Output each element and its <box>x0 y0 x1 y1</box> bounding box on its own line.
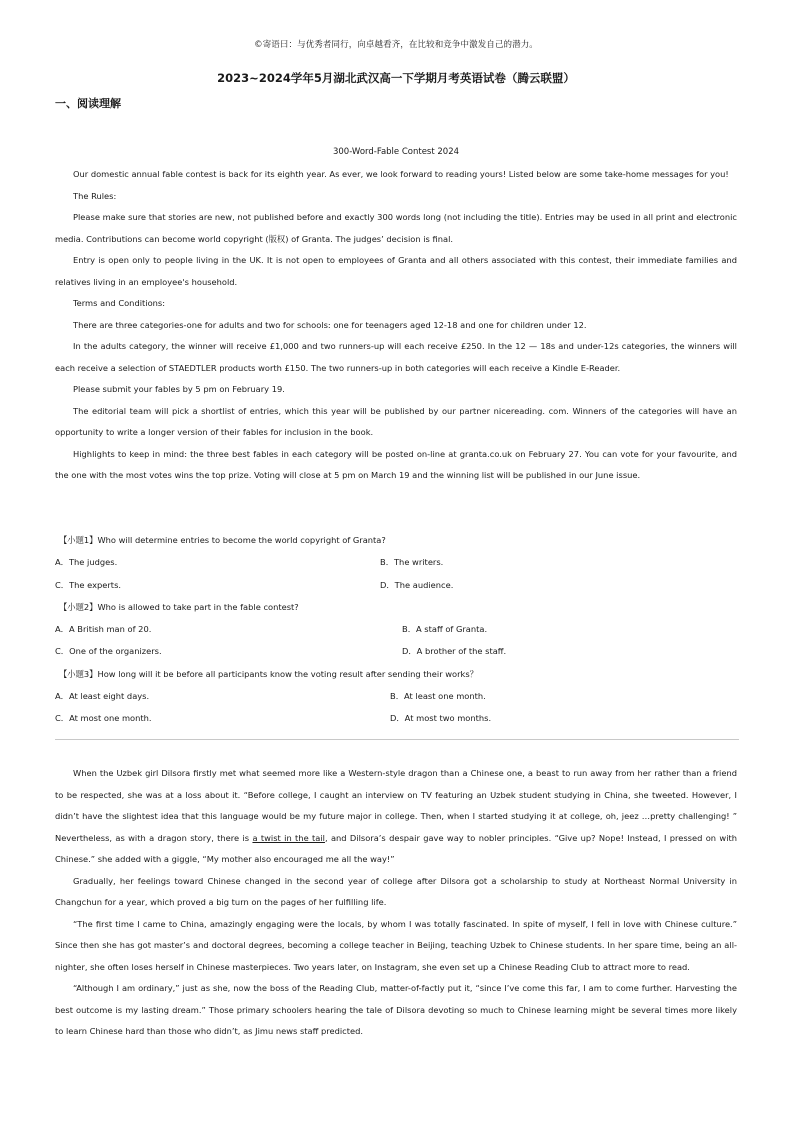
q2-option-a[interactable]: A．A British man of 20. <box>55 624 152 635</box>
paragraph: Terms and Conditions: <box>73 298 166 308</box>
paragraph: Please submit your fables by 5 pm on February 19. <box>73 384 285 394</box>
paragraph: The Rules: <box>73 190 117 201</box>
q1-option-a[interactable]: A．The judges. <box>55 557 118 568</box>
question-stem-1: 【小题1】Who will determine entries to become the world copyright of Granta? <box>59 535 386 545</box>
question-block <box>55 529 737 730</box>
question-stem-3: 【小题3】How long will it be before all participants know the voting result after sending their works？ <box>59 668 478 679</box>
q3-option-b[interactable]: B．At least one month. <box>390 691 486 702</box>
paragraph: Please make sure that stories are new, not published before and exactly 300 words long (not including the title). Entries may be used in all print and electronic media. Contributions can become world copyright (版权) of Granta. The judges’ decision is final. <box>55 212 737 244</box>
paragraph: “The first time I came to China, amazingly engaging were the locals, by whom I was totally fascinated. In spite of myself, I fell in love with Chinese culture.” Since then she has got master’s and doctoral degrees, becoming a college teacher in Beijing, teaching Uzbek to Chinese students. In her spare time, being an all-nighter, she often loses herself in Chinese masterpieces. Two years later, on Instagram, she even set up a Chinese Reading Club to attract more to read. <box>55 918 737 972</box>
text-run: When the Uzbek girl Dilsora firstly met what seemed more like a Western-style dragon than a Chinese one, a beast to run away from her rather than a friend to be respected, she was at a loss about it. “Before college, I caught an interview on TV featuring an Uzbek student studying in China, she tweeted. However, I didn’t have the slightest idea that this language would be my future major in college. Then, when I started studying it at college, oh, jeez …pretty challenging! ” Nevertheless, as with a dragon story, there is <box>55 768 737 843</box>
q1-option-c[interactable]: C．The experts. <box>55 579 122 590</box>
q2-option-d[interactable]: D．A brother of the staff. <box>402 646 507 657</box>
paragraph: There are three categories-one for adults and two for schools: one for teenagers aged 12-18 and one for children under 12. <box>73 319 587 330</box>
paragraph: The editorial team will pick a shortlist of entries, which this year will be published by our partner nicereading. com. Winners of the categories will have an opportunity to write a longer version of their fables for inclusion in the book. <box>55 405 737 437</box>
passage2-body <box>55 763 737 1043</box>
header-motto: ©寄语曰：与优秀者同行，向卓越看齐，在比较和竞争中激发自己的潜力。 <box>254 40 538 50</box>
underlined-phrase: a twist in the tail <box>252 832 325 843</box>
paragraph: Gradually, her feelings toward Chinese changed in the second year of college after Dilsora got a scholarship to study at Northeast Normal University in Changchun for a year, which proved a big turn on the pages of her fulfilling life. <box>55 875 737 907</box>
section-divider <box>55 739 739 740</box>
section-heading: 一、阅读理解 <box>55 97 121 110</box>
passage1-heading: 300-Word-Fable Contest 2024 <box>332 147 460 157</box>
passage1-body <box>55 164 737 487</box>
question-stem-2: 【小题2】Who is allowed to take part in the fable contest? <box>59 601 299 612</box>
paragraph <box>55 763 737 871</box>
paragraph: “Although I am ordinary,” just as she, now the boss of the Reading Club, matter-of-factly put it, “since I’ve come this far, I am to come further. Harvesting the best outcome is my lasting dream.” Those primary schoolers hearing the tale of Dilsora devoting so much to Chinese learning might be several times more likely to learn Chinese hard than those who didn’t, as Jimu news staff predicted. <box>55 983 737 1036</box>
paragraph: Highlights to keep in mind: the three best fables in each category will be posted on-line at granta.co.uk on February 27. You can vote for your favourite, and the one with the most votes wins the top prize. Voting will close at 5 pm on March 19 and the winning list will be published in our June issue. <box>55 448 737 480</box>
q3-option-a[interactable]: A．At least eight days. <box>55 691 150 702</box>
paragraph: In the adults category, the winner will receive £1,000 and two runners-up will each receive £250. In the 12 — 18s and under-12s categories, the winners will each receive a selection of STAEDTLER products worth £150. The two runners-up in both categories will each receive a Kindle E-Reader. <box>55 341 737 373</box>
paragraph: Our domestic annual fable contest is back for its eighth year. As ever, we look forward to reading yours! Listed below are some take-home messages for you! <box>73 169 729 179</box>
text-run: , and Dilsora’s despair gave way to nobler principles. “Give up? Nope! Instead, I pressed on with Chinese.” she added with a giggle, “My mother also encouraged me all the way!” <box>55 832 738 864</box>
exam-title: 2023~2024学年5月湖北武汉高一下学期月考英语试卷（腾云联盟） <box>217 71 575 85</box>
q3-option-d[interactable]: D．At most two months. <box>390 713 492 724</box>
q3-option-c[interactable]: C．At most one month. <box>55 713 152 724</box>
q2-option-c[interactable]: C．One of the organizers. <box>55 646 162 657</box>
q1-option-b[interactable]: B．The writers. <box>380 557 444 568</box>
q1-option-d[interactable]: D．The audience. <box>380 579 454 590</box>
paragraph: Entry is open only to people living in the UK. It is not open to employees of Granta and all others associated with this contest, their immediate families and relatives living in an employee's household. <box>55 255 737 287</box>
q2-option-b[interactable]: B．A staff of Granta. <box>402 624 488 635</box>
